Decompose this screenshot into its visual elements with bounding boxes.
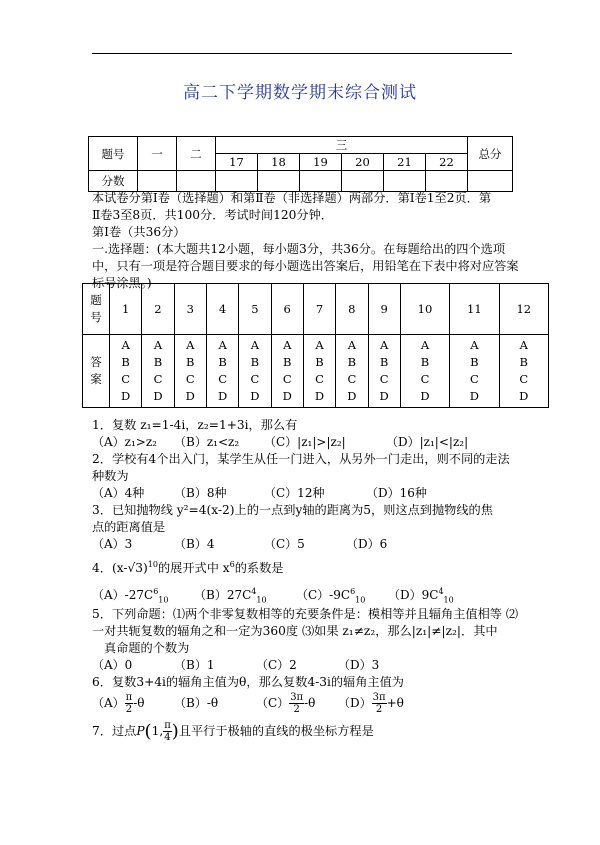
answer-choice[interactable]: D xyxy=(250,389,260,403)
score-total-label: 总分 xyxy=(468,137,513,171)
answer-choice[interactable]: D xyxy=(519,389,529,403)
section-instruction-3: 标号涂黑。) xyxy=(92,276,152,290)
q6-options xyxy=(92,692,404,715)
answer-cell[interactable] xyxy=(110,335,142,408)
score-sub-21: 21 xyxy=(384,154,426,171)
answer-cell[interactable] xyxy=(499,335,548,408)
q4-option-a[interactable]: $(A)-27C^6_{10}$ xyxy=(92,587,169,605)
answer-cell[interactable] xyxy=(206,335,238,408)
score-cell[interactable] xyxy=(258,171,300,192)
question-number: 12 xyxy=(499,284,548,335)
answer-choice[interactable]: D xyxy=(469,389,479,403)
answer-row xyxy=(83,335,549,408)
answer-head-label: 题 号 xyxy=(83,284,110,335)
question-number: 8 xyxy=(336,284,368,335)
answer-choice[interactable]: C xyxy=(185,372,195,386)
question-number: 10 xyxy=(400,284,449,335)
q4-options xyxy=(92,583,454,608)
q3-stem-2: 点的距离值是 xyxy=(92,520,166,534)
answer-choice[interactable]: A xyxy=(347,338,356,352)
q1-option-a[interactable]: （A）z₁>z₂ xyxy=(92,435,157,449)
q3-option-b[interactable]: （B）4 xyxy=(174,537,215,551)
answer-cell[interactable] xyxy=(336,335,368,408)
answer-choice[interactable]: B xyxy=(153,355,163,369)
q3-stem-1: 3．已知抛物线 y²=4(x-2)上的一点到y轴的距离为5，则这点到抛物线的焦 xyxy=(92,503,493,517)
answer-choice[interactable]: B xyxy=(250,355,260,369)
answer-choice[interactable]: B xyxy=(218,355,227,369)
answer-choice[interactable]: A xyxy=(380,338,389,352)
answer-choice[interactable]: B xyxy=(379,355,389,369)
question-number: 2 xyxy=(142,284,174,335)
question-number: 11 xyxy=(450,284,499,335)
q5-option-a[interactable]: （A）0 xyxy=(92,658,133,672)
answer-choice[interactable]: B xyxy=(315,355,324,369)
answer-choice[interactable]: D xyxy=(282,389,292,403)
answer-choice[interactable]: C xyxy=(315,372,324,386)
answer-choice[interactable]: A xyxy=(315,338,324,352)
score-sub-22: 22 xyxy=(426,154,468,171)
score-row-label: 分数 xyxy=(89,171,138,192)
score-cell[interactable] xyxy=(426,171,468,192)
answer-choice[interactable]: C xyxy=(250,372,260,386)
q3-option-c[interactable]: （C）5 xyxy=(264,537,305,551)
answer-choice[interactable]: D xyxy=(347,389,357,403)
q2-options xyxy=(92,485,427,502)
q3-option-d[interactable]: （D）6 xyxy=(346,537,388,551)
q7-stem: 7．过点P(1, $\frac{\pi}{4}$ )且平行于极轴的直线的极坐标方程是 xyxy=(92,720,374,743)
q5-options xyxy=(92,657,379,674)
q4-option-d[interactable]: $(D)9C^4_{10}$ xyxy=(388,587,454,605)
section-instruction-1: 一.选择题：(本大题共12小题，每小题3分，共36分。在每题给出的四个选项 xyxy=(92,242,506,256)
score-cell[interactable] xyxy=(342,171,384,192)
question-number: 7 xyxy=(303,284,335,335)
score-sub-19: 19 xyxy=(300,154,342,171)
answer-choice[interactable]: A xyxy=(283,338,292,352)
score-table xyxy=(88,136,513,192)
question-number: 9 xyxy=(368,284,400,335)
answer-choice[interactable]: D xyxy=(379,389,389,403)
score-sub-20: 20 xyxy=(342,154,384,171)
q5-stem-2: 一对共轭复数的辐角之和一定为360度 ⑶如果 z₁≠z₂，那么|z₁|≠|z₂|．其中 xyxy=(92,624,498,638)
answer-choice[interactable]: B xyxy=(519,355,528,369)
question-number: 6 xyxy=(271,284,303,335)
score-cell[interactable] xyxy=(216,171,258,192)
answer-choice[interactable]: C xyxy=(379,372,389,386)
score-sub-17: 17 xyxy=(216,154,258,171)
q1-options xyxy=(92,434,468,451)
score-col-3: 三 xyxy=(216,137,468,154)
score-cell[interactable] xyxy=(138,171,177,192)
q2-stem-1: 2．学校有4个出入门，某学生从任一门进入，从另外一门走出，则不同的走法 xyxy=(92,452,510,466)
q6-option-d[interactable]: （D） $\frac{3\pi}{2}$ +θ xyxy=(338,692,404,715)
answer-cell[interactable] xyxy=(303,335,335,408)
answer-choice[interactable]: D xyxy=(217,389,228,403)
answer-choice[interactable]: D xyxy=(314,389,325,403)
q5-stem-3: 真命题的个数为 xyxy=(104,641,190,655)
answer-choice[interactable]: C xyxy=(519,372,529,386)
answer-choice[interactable]: C xyxy=(153,372,163,386)
q4-option-b[interactable]: $(B)27C^4_{10}$ xyxy=(194,587,267,605)
answer-choice[interactable]: B xyxy=(420,355,430,369)
answer-cell[interactable] xyxy=(174,335,206,408)
answer-choice[interactable]: C xyxy=(469,372,479,386)
intro-line-2: Ⅱ卷3至8页．共100分．考试时间120分钟． xyxy=(92,208,333,222)
q2-option-a[interactable]: （A）4种 xyxy=(92,486,145,500)
q2-option-c[interactable]: （C）12种 xyxy=(264,486,325,500)
answer-cell[interactable] xyxy=(239,335,271,408)
q2-option-b[interactable]: （B）8种 xyxy=(174,486,227,500)
q2-option-d[interactable]: （D）16种 xyxy=(366,486,427,500)
q5-option-b[interactable]: （B）1 xyxy=(174,658,215,672)
q2-stem-2: 种数为 xyxy=(92,469,129,483)
question-number: 5 xyxy=(239,284,271,335)
answer-choice[interactable]: A xyxy=(121,338,130,352)
answer-cell[interactable] xyxy=(450,335,499,408)
q6-option-c[interactable]: （C） $\frac{3\pi}{2}$ -θ xyxy=(256,692,316,715)
answer-choice[interactable]: D xyxy=(420,389,430,403)
answer-choice[interactable]: B xyxy=(470,355,479,369)
answer-choice[interactable]: B xyxy=(121,355,130,369)
answer-cell[interactable] xyxy=(400,335,449,408)
answer-choice[interactable]: A xyxy=(519,338,528,352)
q4-option-c[interactable]: $(C)-9C^6_{10}$ xyxy=(296,587,366,605)
q1-option-c[interactable]: （C）|z₁|>|z₂| xyxy=(264,435,346,449)
question-number: 3 xyxy=(174,284,206,335)
answer-choice[interactable]: A xyxy=(218,338,227,352)
q6-option-b[interactable]: （B）-θ xyxy=(174,696,219,710)
answer-choice[interactable]: A xyxy=(186,338,195,352)
answer-choice[interactable]: C xyxy=(218,372,227,386)
question-number: 1 xyxy=(110,284,142,335)
answer-choice[interactable]: A xyxy=(420,338,430,352)
score-cell[interactable] xyxy=(468,171,513,192)
answer-choice[interactable]: D xyxy=(185,389,195,403)
score-header-label: 题号 xyxy=(89,137,138,171)
score-cell[interactable] xyxy=(177,171,216,192)
top-rule xyxy=(92,53,512,54)
answer-choice[interactable]: D xyxy=(121,389,131,403)
q1-option-b[interactable]: （B）z₁<z₂ xyxy=(174,435,240,449)
answer-choice[interactable]: A xyxy=(470,338,479,352)
question-number: 4 xyxy=(206,284,238,335)
intro-line-1: 本试卷分第Ⅰ卷（选择题）和第Ⅱ卷（非选择题）两部分．第Ⅰ卷1至2页．第 xyxy=(92,191,492,205)
q6-option-a[interactable]: （A） $\frac{\pi}{2}$ -θ xyxy=(92,692,145,715)
answer-choice[interactable]: B xyxy=(186,355,195,369)
q5-option-d[interactable]: （D）3 xyxy=(338,658,380,672)
q6-stem: 6．复数3+4i的辐角主值为θ，那么复数4-3i的辐角主值为 xyxy=(92,675,404,689)
q3-option-a[interactable]: （A）3 xyxy=(92,537,133,551)
q4-expression: (x-√3) xyxy=(111,561,148,576)
score-cell[interactable] xyxy=(384,171,426,192)
answer-choice[interactable]: B xyxy=(282,355,292,369)
volume-heading: 第Ⅰ卷（共36分） xyxy=(92,225,186,239)
q5-stem-1: 5．下列命题：⑴两个非零复数相等的充要条件是：模相等并且辐角主值相等 ⑵ xyxy=(92,607,519,621)
answer-choice[interactable]: C xyxy=(420,372,430,386)
q5-option-c[interactable]: （C）2 xyxy=(256,658,297,672)
answer-cell[interactable] xyxy=(271,335,303,408)
answer-cell[interactable] xyxy=(368,335,400,408)
q1-option-d[interactable]: （D）|z₁|<|z₂| xyxy=(386,435,469,449)
answer-choice[interactable]: C xyxy=(121,372,131,386)
answer-row-label: 答 案 xyxy=(83,335,110,408)
section-instruction-2: 中，只有一项是符合题目要求的每小题选出答案后，用铅笔在下表中将对应答案 xyxy=(92,259,519,273)
answer-choice[interactable]: D xyxy=(153,389,163,403)
score-sub-18: 18 xyxy=(258,154,300,171)
answer-table xyxy=(82,283,549,408)
answer-choice[interactable]: C xyxy=(282,372,292,386)
answer-choice[interactable]: A xyxy=(250,338,260,352)
page-title: 高二下学期数学期末综合测试 xyxy=(183,83,417,103)
answer-choice[interactable]: B xyxy=(347,355,357,369)
q4-stem: 4．$(x-√3)^{10}$的展开式中 $x^6$的系数是 xyxy=(92,560,284,576)
score-col-2: 二 xyxy=(177,137,216,171)
q1-stem: 1．复数 z₁=1-4i，z₂=1+3i，那么有 xyxy=(92,418,298,432)
answer-choice[interactable]: A xyxy=(153,338,163,352)
q3-options xyxy=(92,536,387,553)
score-col-1: 一 xyxy=(138,137,177,171)
answer-cell[interactable] xyxy=(142,335,174,408)
score-cell[interactable] xyxy=(300,171,342,192)
answer-choice[interactable]: C xyxy=(347,372,357,386)
